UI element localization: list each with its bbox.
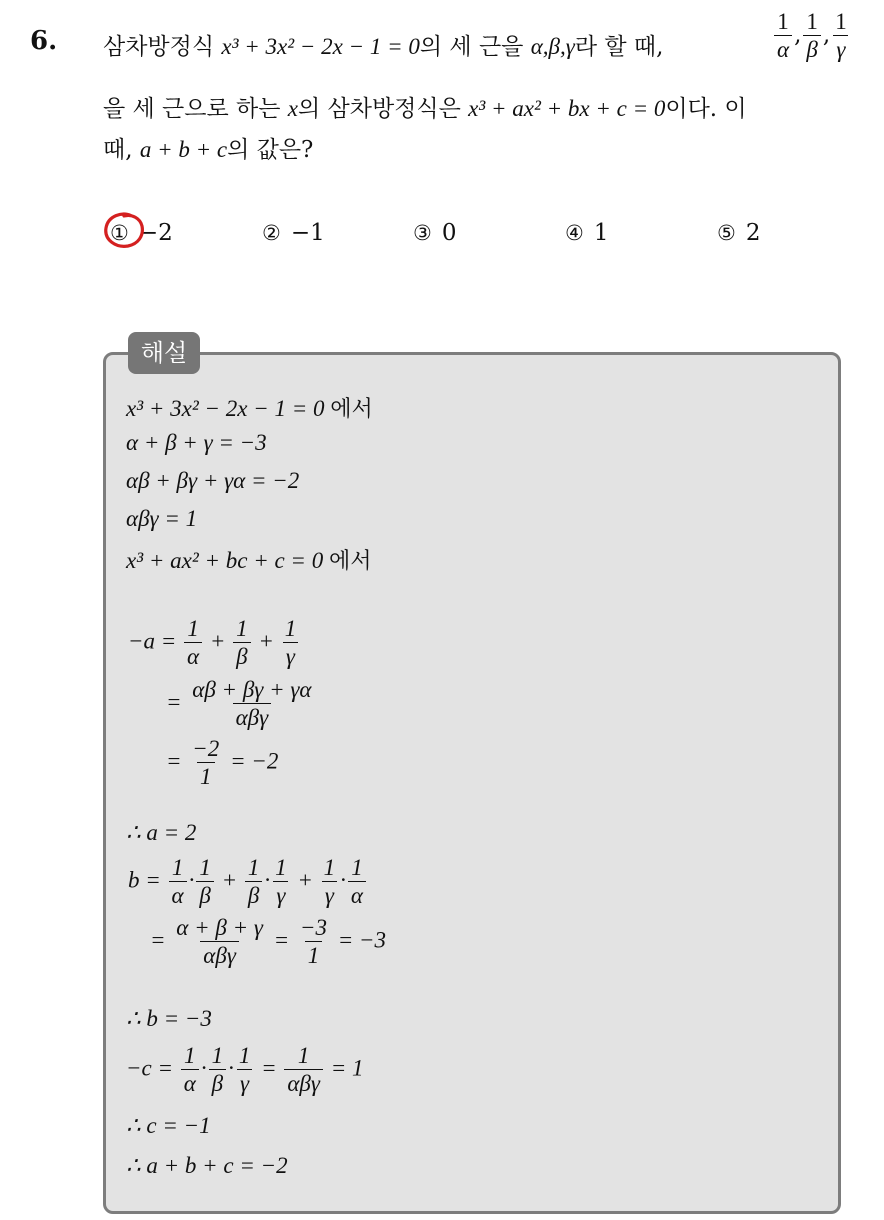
line3-text-b: 의 값은? <box>227 137 314 163</box>
fraction-1-alpha: $\frac{1}{\alpha}$ <box>774 10 792 62</box>
solution-line-4: αβγ = 1 <box>126 506 198 531</box>
question-text-c: 라 할 때, <box>574 34 664 60</box>
solution-b-conclusion: ∴ b = −3 <box>126 1006 212 1031</box>
question-text-a: 삼차방정식 <box>103 34 215 60</box>
question-reciprocal-fractions: $\frac{1}{\alpha}$ , $\frac{1}{\beta}$ , $\frac{1}{\gamma}$ <box>772 10 852 62</box>
solution-c-line-1: −c = $\frac{1}{\alpha}$ · $\frac{1}{\beta}$ · $\frac{1}{\gamma}$ = $\frac{1}{\text{αβγ}}$ = 1 <box>126 1043 364 1097</box>
solution-a-line-3: = $\frac{-2}{1}$ = −2 <box>166 736 279 790</box>
solution-b-line-2: = $\frac{\alpha + \beta + \gamma}{\text{αβγ}}$ = $\frac{-3}{1}$ = −3 <box>150 915 387 969</box>
solution-tag: 해설 <box>128 332 200 374</box>
line3-expression: a + b + c <box>139 137 228 162</box>
solution-final-answer: ∴ a + b + c = −2 <box>126 1153 288 1178</box>
solution-a-line-1: −a = $\frac{1}{\alpha}$ + $\frac{1}{\beta}$ + $\frac{1}{\gamma}$ <box>128 616 297 670</box>
solution-line-3: αβ + βγ + γα = −2 <box>126 468 300 493</box>
solution-line-1: x³ + 3x² − 2x − 1 = 0 에서 <box>126 396 373 422</box>
line2-text-b: 의 삼차방정식은 <box>298 96 461 122</box>
solution-a-conclusion: ∴ a = 2 <box>126 820 197 845</box>
question-roots: α,β,γ <box>530 34 575 59</box>
question-text-b: 의 세 근을 <box>419 34 524 60</box>
answer-circle-mark <box>102 210 146 250</box>
solution-line-2: α + β + γ = −3 <box>126 430 267 455</box>
line2-variable: x <box>287 96 298 121</box>
line2-text-a: 을 세 근으로 하는 <box>103 96 281 122</box>
question-line-3 <box>103 131 313 164</box>
choice-3[interactable]: ③ 0 <box>413 220 457 246</box>
line3-text-a: 때, <box>103 137 133 163</box>
question-equation: x³ + 3x² − 2x − 1 = 0 <box>221 34 420 59</box>
fraction-1-gamma: $\frac{1}{\gamma}$ <box>835 9 847 63</box>
question-number: 6. <box>30 26 58 56</box>
solution-b-line-1: b = $\frac{1}{\alpha}$ · $\frac{1}{\beta}$ + $\frac{1}{\beta}$ · $\frac{1}{\gamma}$ + $\frac{1}{\gamma}$ · $\frac{1}{\alpha}$ <box>128 856 368 908</box>
fraction-1-beta: $\frac{1}{\beta}$ <box>803 10 821 62</box>
choice-4[interactable]: ④ 1 <box>565 220 609 246</box>
solution-a-line-2: = $\frac{\alpha\beta + \beta\gamma + \gamma\alpha}{\text{αβγ}}$ <box>166 677 312 731</box>
question-line-2 <box>103 90 747 123</box>
solution-c-conclusion: ∴ c = −1 <box>126 1113 211 1138</box>
line2-equation: x³ + ax² + bx + c = 0 <box>468 96 666 121</box>
solution-line-5: x³ + ax² + bc + c = 0 에서 <box>126 548 372 574</box>
question-line-1 <box>103 28 663 61</box>
choice-5[interactable]: ⑤ 2 <box>717 220 761 246</box>
choice-1[interactable]: ① −2 <box>110 220 173 246</box>
choice-2[interactable]: ② −1 <box>262 220 325 246</box>
line2-text-c: 이다. 이 <box>665 96 747 122</box>
